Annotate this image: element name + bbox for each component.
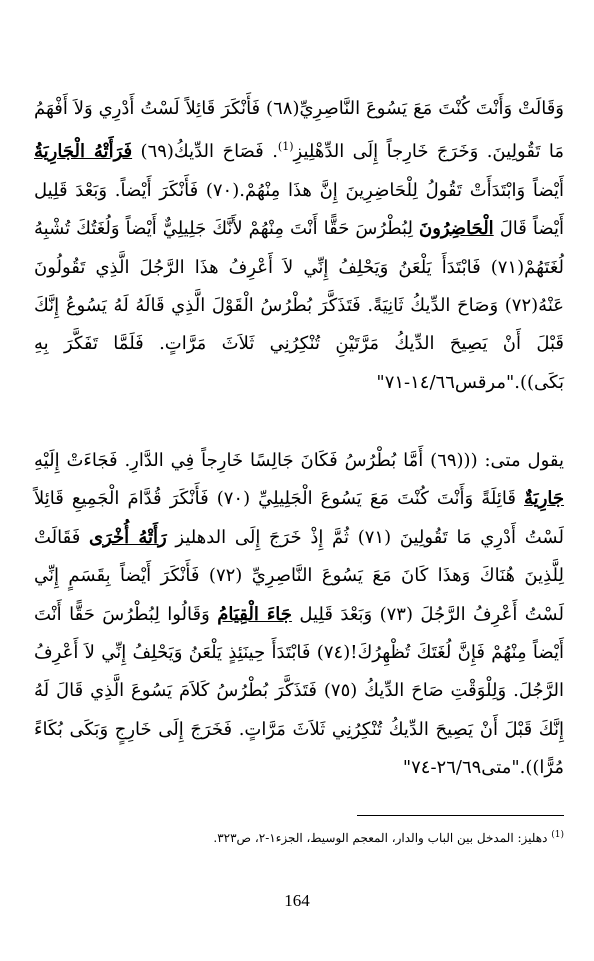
p2-text-4: وَقَالُوا لِبُطْرُسَ حَقًّا أَنْتَ أَيْضاً مِنْهُمْ فَإِنَّ لُغَتَكَ تُظْهِرُكَ!(٧٤) فَابْتَدَأَ حِينَئِذٍ يَلْعَنُ وَيَحْلِفُ إِنِّي لاَ أَعْرِفُ الرَّجُلَ. وَلِلْوَقْتِ صَاحَ الدِّيكُ (٧٥) فَتَذَكَّرَ بُطْرُسُ كَلاَمَ يَسُوعَ الَّذِي قَالَ لَهُ إِنَّكَ قَبْلَ أَنْ يَصِيحَ الدِّيكُ تُنْكِرُنِي ثَلاَثَ مَرَّاتٍ. فَخَرَجَ إِلَى خَارِجٍ وَبَكَى بُكَاءً مُرًّا))."متى٢٦/٦٩-٧٤" (34, 603, 565, 779)
footnote-divider (357, 815, 564, 816)
page-number: 164 (284, 891, 310, 910)
p1-text-3: أَيْضاً وَابْتَدَأَتْ تَقُولُ لِلْحَاضِرِينَ إِنَّ هذَا مِنْهُمْ.(٧٠) فَأَنْكَرَ أَيْضاً. وَبَعْدَ قَلِيل أَيْضاً قَالَ (34, 179, 564, 240)
footnote-text: دهليز: المدخل بين الباب والدار، المعجم الوسيط، الجزء١-٢، ص٣٢٣. (213, 831, 548, 845)
footnote (34, 826, 564, 847)
footnote-reference: (1) (277, 140, 294, 154)
p2-text-3: فَقَالَتْ لِلَّذِينَ هُنَاكَ وَهذَا كَانَ مَعَ يَسُوعَ النَّاصِرِيِّ (٧٢) فَأَنْكَرَ أَيْضاً بِقَسَمٍ إِنِّي لَسْتُ أَعْرِفُ الرَّجُلَ (٧٣) وَبَعْدَ قَلِيل (34, 526, 564, 625)
underlined-phrase: جَارِيَةٌ (524, 488, 564, 510)
paragraph-matthew-passage (34, 442, 564, 788)
p1-text-4: لِبُطْرُسَ حَقًّا أَنْتَ مِنْهُمْ لأَنَّكَ جَلِيلِيٌّ أَيْضاً وَلُغَتُكَ تُشْبِهُ لُغَتَهُمْ(٧١) فَابْتَدَأَ يَلْعَنُ وَيَحْلِفُ إِنِّي لاَ أَعْرِفُ هذَا الرَّجُلَ الَّذِي تَقُولُونَ عَنْهُ(٧٢) وَصَاحَ الدِّيكُ ثَانِيَةً. فَتَذَكَّرَ بُطْرُسُ الْقَوْلَ الَّذِي قَالَهُ لَهُ يَسُوعُ إِنَّكَ قَبْلَ أَنْ يَصِيحَ الدِّيكُ مَرَّتَيْنِ تُنْكِرُنِي ثَلاَثَ مَرَّاتٍ. فَلَمَّا تَفَكَّرَ بِهِ بَكَى))."مرقس١٤/٦٦-٧١" (34, 218, 564, 393)
p1-text-1: وَقَالَتْ وَأَنْتَ كُنْتَ مَعَ يَسُوعَ النَّاصِرِيِّ(٦٨) فَأَنْكَرَ قَائِلاً لَسْتُ أَدْرِي وَلاَ أَفْهَمُ مَا تَقُولِينَ. وَخَرَجَ خَارِجاً إِلَى الدِّهْلِيزِ (34, 98, 564, 163)
paragraph-mark-passage (34, 90, 564, 402)
underlined-phrase: فَرَأَتْهُ الْجَارِيَةُ (34, 141, 133, 163)
underlined-phrase: الْحَاضِرُونَ (418, 218, 494, 240)
underlined-phrase: رَأَتْهُ أُخْرَى (89, 526, 167, 548)
footnote-mark: (1) (551, 830, 564, 840)
p1-text-2: . فَصَاحَ الدِّيكُ(٦٩) (140, 141, 278, 163)
p2-text-2: قَائِلَةً وَأَنْتَ كُنْتَ مَعَ يَسُوعَ الْجَلِيلِيِّ (٧٠) فَأَنْكَرَ قُدَّامَ الْجَمِيعِ قَائِلاً لَسْتُ أَدْرِي مَا تَقُولِينَ (٧١) ثُمَّ إِذْ خَرَجَ إِلَى الدهليز (34, 488, 564, 548)
underlined-phrase: جَاءَ الْقِيَامُ (217, 603, 292, 625)
p2-text-1: يقول متى: (((٦٩) أَمَّا بُطْرُسُ فَكَانَ جَالِسًا خَارِجاً فِي الدَّارِ. فَجَاءَتْ إِلَيْهِ (34, 450, 564, 471)
